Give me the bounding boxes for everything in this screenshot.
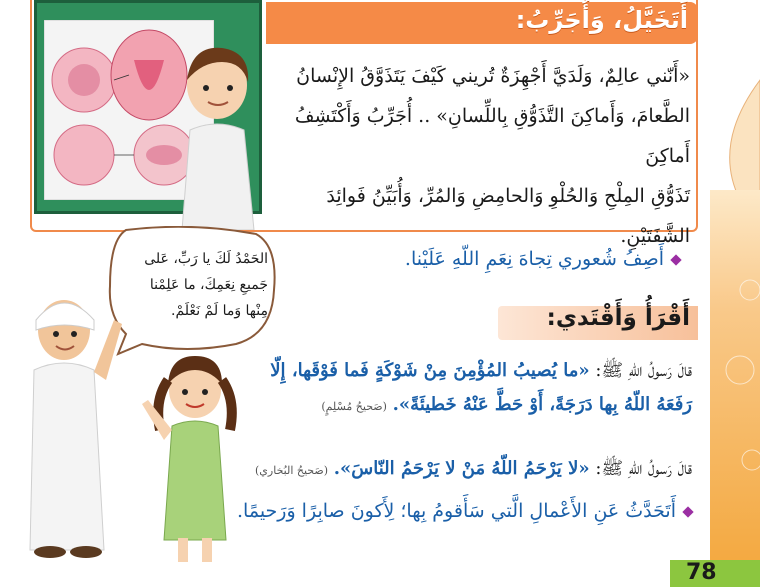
boy-illustration (172, 40, 262, 230)
page-number: 78 (686, 560, 717, 585)
imagine-paragraph (260, 56, 690, 256)
imagine-line: الطَّعامَ، وَأَماكِنَ التَّذَوُّقِ بِاللِّسانِ» .. أُجَرِّبُ وَأَكْتَشِفُ أَماكِنَ (294, 105, 690, 167)
talk-text: أَتَحَدَّثُ عَنِ الأَعْمالِ الَّتي سَأَقومُ بِها؛ لِأَكونَ صابِرًا وَرَحيمًا. (237, 500, 676, 522)
bubble-line: جَميعِ نِعَمِكَ، ما عَلِمْنا (149, 277, 268, 293)
feel-text: أَصِفُ شُعوري تِجاهَ نِعَمِ اللّهِ عَلَيْنا. (404, 248, 664, 270)
hadith-1-source: (صَحيحُ مُسْلِمٍ) (321, 400, 387, 413)
hadith-2 (242, 454, 692, 486)
read-title: أَقْرَأُ وَأَقْتَدي: (546, 305, 690, 331)
bubble-line: الحَمْدُ لَكَ يا رَبِّ، عَلى (144, 251, 268, 267)
hadith-1-prefix: قالَ رَسولُ اللّهِ ﷺ: (595, 360, 692, 381)
bubble-line: مِنْها وَما لَمْ نَعْلَمْ. (171, 303, 268, 319)
girl-illustration (140, 340, 250, 570)
imagine-title: أَتَخَيَّلُ، وَأُجَرِّبُ: (515, 6, 688, 34)
describe-feelings-task (405, 248, 680, 270)
hadith-1 (262, 354, 692, 424)
imagine-line: «أَنّني عالِمٌ، وَلَدَيَّ أَجْهِزَةٌ تُريني كَيْفَ يَتَذَوَّقُ الإِنْسانُ (296, 65, 690, 87)
hadith-2-source: (صَحيحُ البُخاري) (255, 464, 329, 477)
hadith-1-text: «ما يُصيبُ المُؤْمِنَ مِنْ شَوْكَةٍ فَما فَوْقَها، إِلّا رَفَعَهُ اللّهُ بِها دَرَجَةً، أَوْ حَطَّ عَنْهُ خَطيئَةً». (270, 360, 692, 415)
hadith-2-text: «لا يَرْحَمُ اللّهُ مَنْ لا يَرْحَمُ النّاسَ». (333, 458, 590, 479)
diamond-bullet-icon (670, 254, 681, 265)
imagine-line: تَذَوُّقِ المِلْحِ وَالحُلْوِ وَالحامِضِ وَالمُرِّ، وَأُبَيِّنُ فَوائِدَ الشَّفَتَيْنِ. (326, 185, 690, 247)
talk-task (237, 500, 692, 522)
decorative-pattern (710, 40, 760, 587)
diamond-bullet-icon (682, 506, 693, 517)
hadith-2-prefix: قالَ رَسولُ اللّهِ ﷺ: (595, 458, 692, 479)
boy-in-kandura-illustration (14, 290, 124, 560)
bubble-text (120, 246, 268, 324)
